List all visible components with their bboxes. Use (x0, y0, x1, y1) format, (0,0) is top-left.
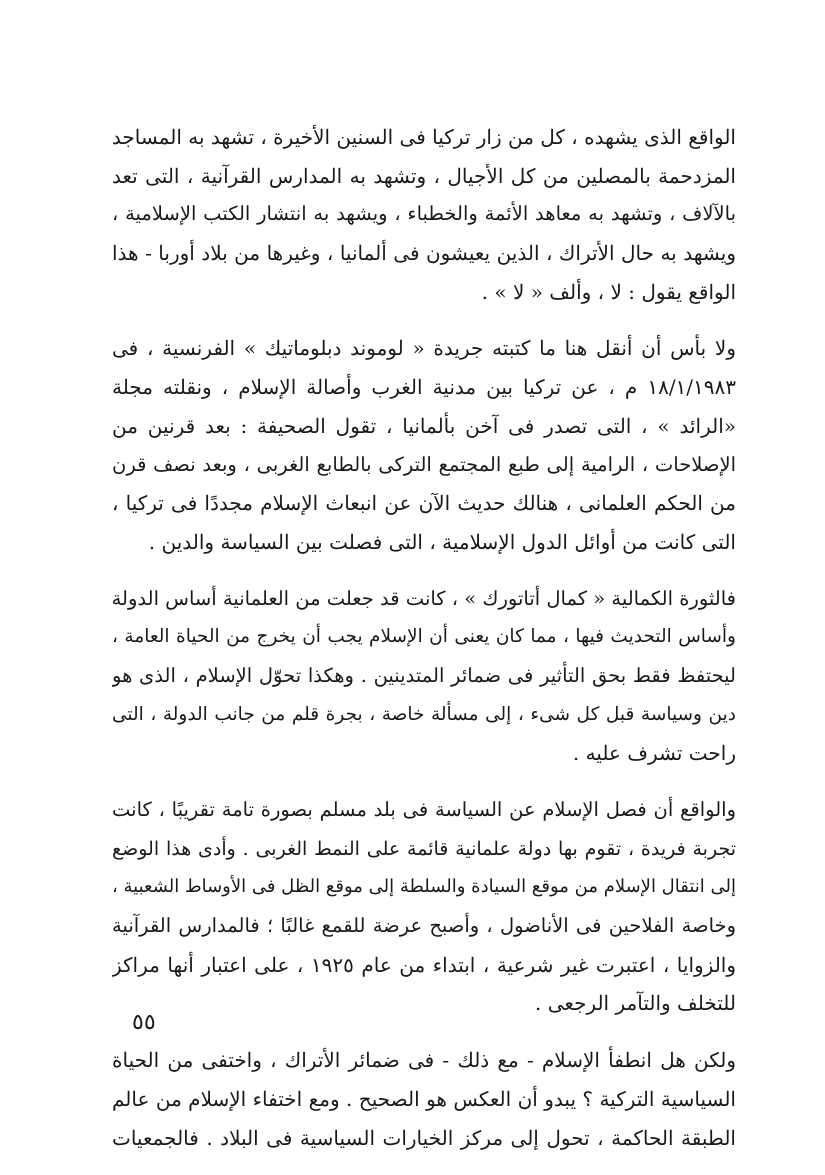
text-line: بالآلاف ، وتشهد به معاهد الأئمة والخطباء ، ويشهد به انتشار الكتب الإسلامية ، (112, 202, 736, 226)
text-line: فالثورة الكمالية « كمال أتاتورك » ، كانت قد جعلت من العلمانية أساس الدولة (112, 586, 736, 610)
text-line: دين وسياسة قبل كل شىء ، إلى مسألة خاصة ، بجرة قلم من جانب الدولة ، التى (112, 703, 736, 725)
text-line: والزوايا ، اعتبرت غير شرعية ، ابتداء من عام ١٩٢٥ ، على اعتبار أنها مراكز (112, 952, 736, 977)
text-line: ولكن هل انطفأ الإسلام - مع ذلك - فى ضمائر الأتراك ، واختفى من الحياة (112, 1048, 736, 1073)
text-line: الواقع الذى يشهده ، كل من زار تركيا فى السنين الأخيرة ، تشهد به المساجد (112, 125, 736, 149)
text-line: «الرائد » ، التى تصدر فى آخن بألمانيا ، تقول الصحيفة : بعد قرنين من (112, 413, 736, 438)
text-line: الإصلاحات ، الرامية إلى طبع المجتمع التركى بالطابع الغربى ، وبعد نصف قرن (112, 452, 736, 476)
text-line: إلى انتقال الإسلام من موقع السيادة والسلطة إلى موقع الظل فى الأوساط الشعبية ، (112, 876, 736, 898)
text-line: راحت تشرف عليه . (572, 741, 736, 766)
text-line: وخاصة الفلاحين فى الأناضول ، وأصبح عرضة للقمع غالبًا ؛ فالمدارس القرآنية (112, 914, 736, 938)
text-line: المزدحمة بالمصلين من كل الأجيال ، وتشهد به المدارس القرآنية ، التى تعد (112, 163, 736, 188)
page-number: ٥٥ (132, 1010, 156, 1035)
paragraph (112, 580, 736, 773)
text-line: وأساس التحديث فيها ، مما كان يعنى أن الإسلام يجب أن يخرج من الحياة العامة ، (112, 626, 736, 648)
text-line: الطبقة الحاكمة ، تحول إلى مركز الخيارات السياسية فى البلاد . فالجمعيات (112, 1125, 736, 1150)
text-line: التى كانت من أوائل الدول الإسلامية ، التى فصلت بين السياسة والدين . (148, 529, 736, 554)
text-line: السياسية التركية ؟ يبدو أن العكس هو الصحيح . ومع اختفاء الإسلام من عالم (112, 1086, 736, 1111)
text-line: ويشهد به حال الأتراك ، الذين يعيشون فى ألمانيا ، وغيرها من بلاد أوربا - هذا (112, 241, 736, 266)
text-line: تجربة فريدة ، تقوم بها دولة علمانية قائمة على النمط الغربى . وأدى هذا الوضع (112, 837, 736, 860)
text-line: للتخلف والتآمر الرجعى . (535, 991, 736, 1016)
text-line: والواقع أن فصل الإسلام عن السياسة فى بلد مسلم بصورة تامة تقريبًا ، كانت (112, 798, 736, 821)
text-line: ولا بأس أن أنقل هنا ما كتبته جريدة « لوموند دبلوماتيك » الفرنسية ، فى (112, 336, 736, 361)
text-line: ١٨/١/١٩٨٣ م ، عن تركيا بين مدنية الغرب وأصالة الإسلام ، ونقلته مجلة (112, 375, 736, 400)
text-line: ليحتفظ فقط بحق التأثير فى ضمائر المتدينين . وهكذا تحوّل الإسلام ، الذى هو (112, 663, 736, 687)
paragraph (112, 791, 736, 1023)
text-line: الواقع يقول : لا ، وألف « لا » . (481, 279, 736, 304)
paragraph (112, 1041, 736, 1157)
text-line: من الحكم العلمانى ، هنالك حديث الآن عن انبعاث الإسلام مجددًا فى تركيا ، (112, 491, 736, 516)
body-text (112, 118, 736, 1175)
paragraph (112, 329, 736, 561)
paragraph (112, 118, 736, 311)
